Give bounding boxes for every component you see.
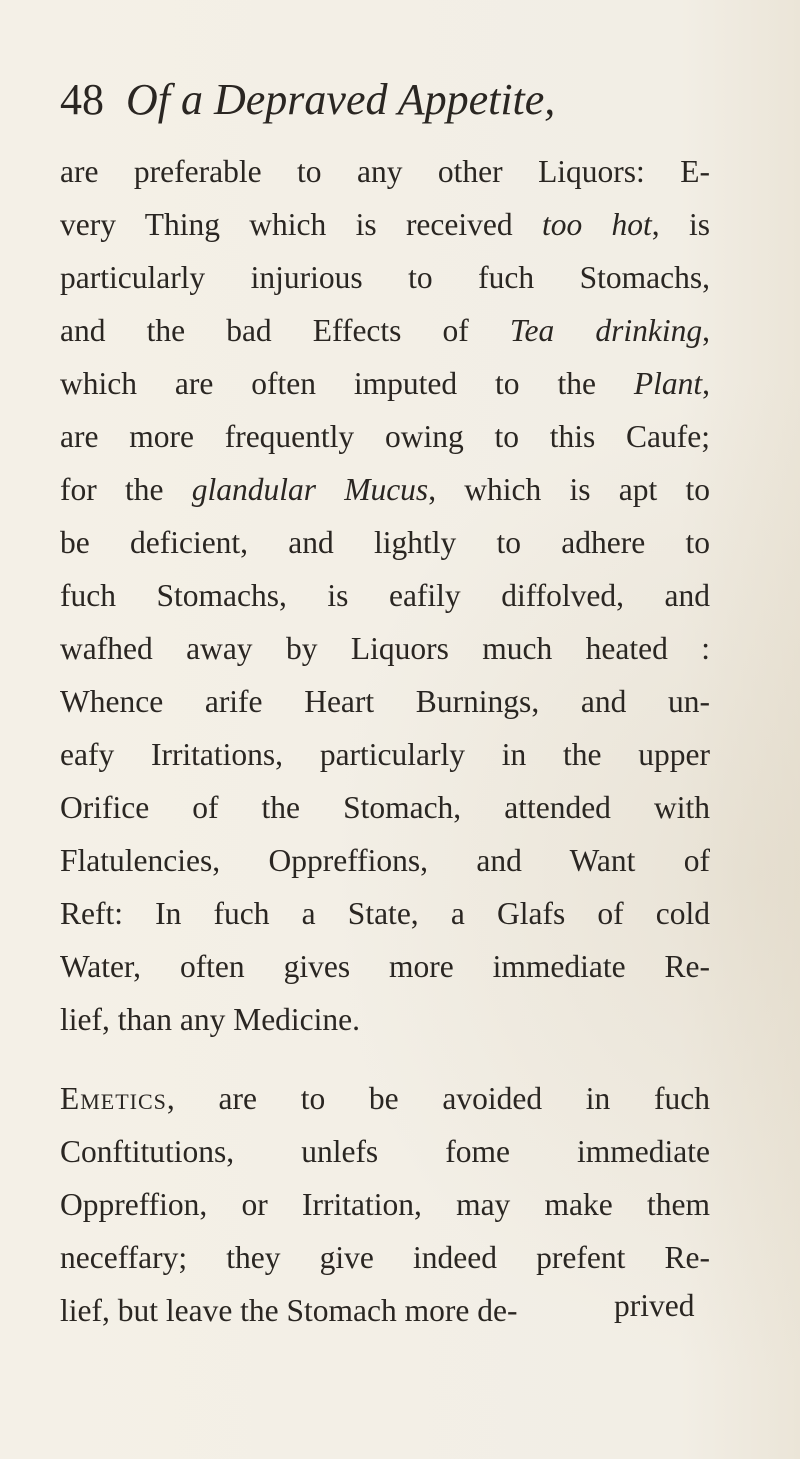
text-line (60, 523, 710, 563)
text-line (60, 1000, 710, 1040)
text-run: Water, often gives more immediate Re- (60, 949, 710, 984)
text-run: and the bad Effects of (60, 313, 510, 348)
text-run: Whence arife Heart Burnings, and un- (60, 684, 710, 719)
text-line (60, 1079, 710, 1119)
text-run: , which is apt to (428, 472, 710, 507)
text-run: Orifice of the Stomach, attended with (60, 790, 710, 825)
text-run: are more frequently owing to this Caufe; (60, 419, 710, 454)
text-run: be deficient, and lightly to adhere to (60, 525, 710, 560)
text-line (60, 1185, 710, 1225)
text-line (60, 735, 710, 775)
text-run: fuch Stomachs, is eafily diffolved, and (60, 578, 710, 613)
text-line (60, 841, 710, 881)
text-run: Reft: In fuch a State, a Glafs of cold (60, 896, 710, 931)
text-line (60, 629, 710, 669)
text-run: , is (651, 207, 710, 242)
text-line (60, 470, 710, 510)
small-caps-run: Emetics (60, 1081, 167, 1116)
page-number: 48 (60, 75, 104, 124)
text-line (60, 788, 710, 828)
italic-run: glandular Mucus (191, 472, 429, 507)
text-run: lief, but leave the Stomach more de- (60, 1293, 518, 1328)
text-run: lief, than any Medicine. (60, 1002, 361, 1037)
text-line (60, 576, 710, 616)
text-line (60, 1238, 710, 1278)
italic-run: Plant (633, 366, 703, 401)
text-line (60, 947, 710, 987)
text-line (60, 1291, 710, 1331)
text-run: Flatulencies, Oppreffions, and Want of (60, 843, 710, 878)
text-line (60, 417, 710, 457)
text-run: particularly injurious to fuch Stomachs, (60, 260, 710, 295)
text-line (60, 682, 710, 722)
text-run: , are to be avoided in fuch (166, 1081, 710, 1116)
text-line (60, 205, 710, 245)
text-run: very Thing which is received (60, 207, 542, 242)
text-run: neceffary; they give indeed prefent Re- (60, 1240, 710, 1275)
text-run: , (702, 366, 710, 401)
text-line (60, 364, 710, 404)
text-run: Oppreffion, or Irritation, may make them (60, 1187, 710, 1222)
text-run: which are often imputed to the (60, 366, 634, 401)
text-run: for the (60, 472, 192, 507)
text-run: Conftitutions, unlefs fome immediate (60, 1134, 710, 1169)
text-run: eafy Irritations, particularly in the upper (60, 737, 710, 772)
text-line (60, 1132, 710, 1172)
text-run: , (702, 313, 710, 348)
page-header (60, 75, 740, 124)
italic-run: Tea drinking (509, 313, 703, 348)
text-line (60, 311, 710, 351)
running-head: Of a Depraved Appetite, (126, 75, 556, 124)
text-run: are preferable to any other Liquors: E- (60, 154, 710, 189)
catchword: prived (614, 1288, 695, 1323)
text-line (60, 894, 710, 934)
text-run: wafhed away by Liquors much heated : (60, 631, 710, 666)
italic-run: too hot (541, 207, 652, 242)
text-line (60, 258, 710, 298)
text-line (60, 152, 710, 192)
